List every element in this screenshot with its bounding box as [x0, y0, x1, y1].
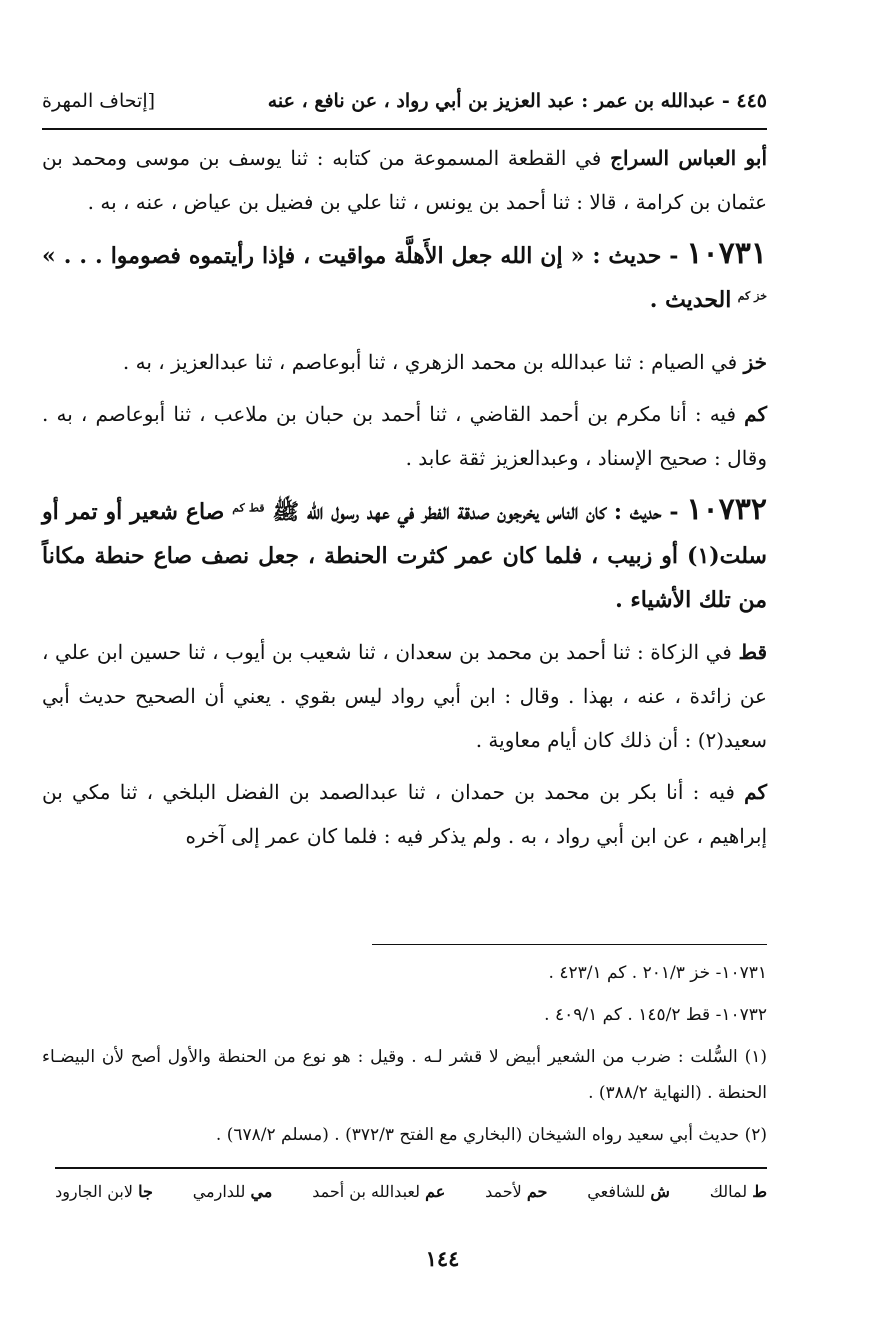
abbreviation-legend: [55, 1182, 767, 1201]
hadith-label: - حديث :: [606, 499, 687, 525]
hadith-label: - حديث :: [584, 243, 687, 269]
paragraph-kam-lead: كم: [744, 402, 767, 426]
footnote-ref-10732: ١٠٧٣٢- قط ١٤٥/٢ . كم ٤٠٩/١ .: [544, 1005, 767, 1025]
paragraph-khuz-text: في الصيام : ثنا عبدالله بن محمد الزهري ، ثنا أبوعاصم ، ثنا عبدالعزيز ، به .: [122, 350, 744, 374]
hadith-number: ١٠٧٣٢: [686, 492, 767, 527]
hadith-10732: [42, 488, 767, 622]
hadith-text: « إن الله جعل الأَهلَّة مواقيت ، فإذا رأيتموه فصوموا . . . »: [42, 243, 585, 269]
header-rule: [42, 128, 767, 130]
hadith-end: الحديث .: [649, 287, 732, 313]
paragraph-khuz-lead: خز: [743, 350, 767, 374]
paragraph-1-lead: أبو العباس السراج: [610, 146, 767, 170]
legend-item: ش للشافعي: [587, 1182, 670, 1201]
paragraph-1-text: في القطعة المسموعة من كتابه : ثنا يوسف بن موسى ومحمد بن عثمان بن كرامة ، قالا : ثنا أحمد بن يونس ، ثنا علي بن فضيل بن عياض ، عنه ، به .: [42, 146, 767, 214]
legend-item: مي للدارمي: [192, 1182, 273, 1201]
hadith-sigla: خز كم: [737, 289, 767, 303]
footnote-1: (١) السُّلت : ضرب من الشعير أبيض لا قشر لـه . وقيل : هو نوع من الحنطة والأول أصح لأن البيضـاء الحنطة . (النهاية ٣٨٨/٢) .: [42, 1047, 767, 1103]
legend-item: جا لابن الجارود: [55, 1182, 153, 1201]
hadith-text: كان الناس يخرجون صدقة الفطر في عهد رسول الله ﷺ: [264, 499, 607, 525]
running-head: ٤٤٥ - عبدالله بن عمر : عبد العزيز بن أبي رواد ، عن نافع ، عنه: [267, 90, 767, 112]
notes-rule: [372, 944, 767, 945]
main-text: [42, 136, 767, 866]
hadith-number: ١٠٧٣١: [686, 236, 767, 271]
paragraph-kam-2-text: فيه : أنا بكر بن محمد بن حمدان ، ثنا عبدالصمد بن الفضل البلخي ، ثنا مكي بن إبراهيم ، عن ابن أبي رواد ، به . ولم يذكر فيه : فلما كان عمر إلى آخره: [42, 780, 767, 848]
paragraph-kam-2-lead: كم: [744, 780, 767, 804]
footnote-ref-10731: ١٠٧٣١- خز ٢٠١/٣ . كم ٤٢٣/١ .: [548, 963, 767, 983]
paragraph-qut: [42, 630, 767, 762]
paragraph-qut-lead: قط: [738, 640, 767, 664]
book-title: [إتحاف المهرة: [42, 90, 156, 112]
footnote-2: (٢) حديث أبي سعيد رواه الشيخان (البخاري مع الفتح ٣٧٢/٣) . (مسلم ٦٧٨/٢) .: [215, 1125, 767, 1145]
hadith-10731: [42, 232, 767, 322]
paragraph-kam-text: فيه : أنا مكرم بن أحمد القاضي ، ثنا أحمد بن حبان بن ملاعب ، ثنا أبوعاصم ، به . وقال : صحيح الإسناد ، وعبدالعزيز ثقة عابد .: [42, 402, 767, 470]
hadith-text-cont: صاع شعير أو تمر أو سلت(١) أو زبيب ، فلما كان عمر كثرت الحنطة ، جعل نصف صاع حنطة مكاناً من تلك الأشياء .: [42, 499, 767, 613]
page-number: ١٤٤: [425, 1246, 460, 1271]
page-header: [42, 84, 767, 118]
legend-item: حم لأحمد: [485, 1182, 548, 1201]
paragraph-qut-text: في الزكاة : ثنا أحمد بن محمد بن سعدان ، ثنا شعيب بن أيوب ، ثنا حسين ابن علي ، عن زائدة ، عنه ، بهذا . وقال : ابن أبي رواد ليس بقوي . يعني أن الصحيح حديث أبي سعيد(٢) : أن ذلك كان أيام معاوية .: [42, 640, 767, 752]
footnotes: [42, 955, 767, 1159]
legend-item: ط لمالك: [709, 1182, 767, 1201]
legend-item: عم لعبدالله بن أحمد: [312, 1182, 446, 1201]
hadith-sigla: قط كم: [232, 501, 265, 515]
paragraph-kam: [42, 392, 767, 480]
paragraph-khuz: [42, 340, 767, 384]
paragraph-kam-2: [42, 770, 767, 858]
legend-rule: [55, 1167, 767, 1169]
paragraph-1: [42, 136, 767, 224]
